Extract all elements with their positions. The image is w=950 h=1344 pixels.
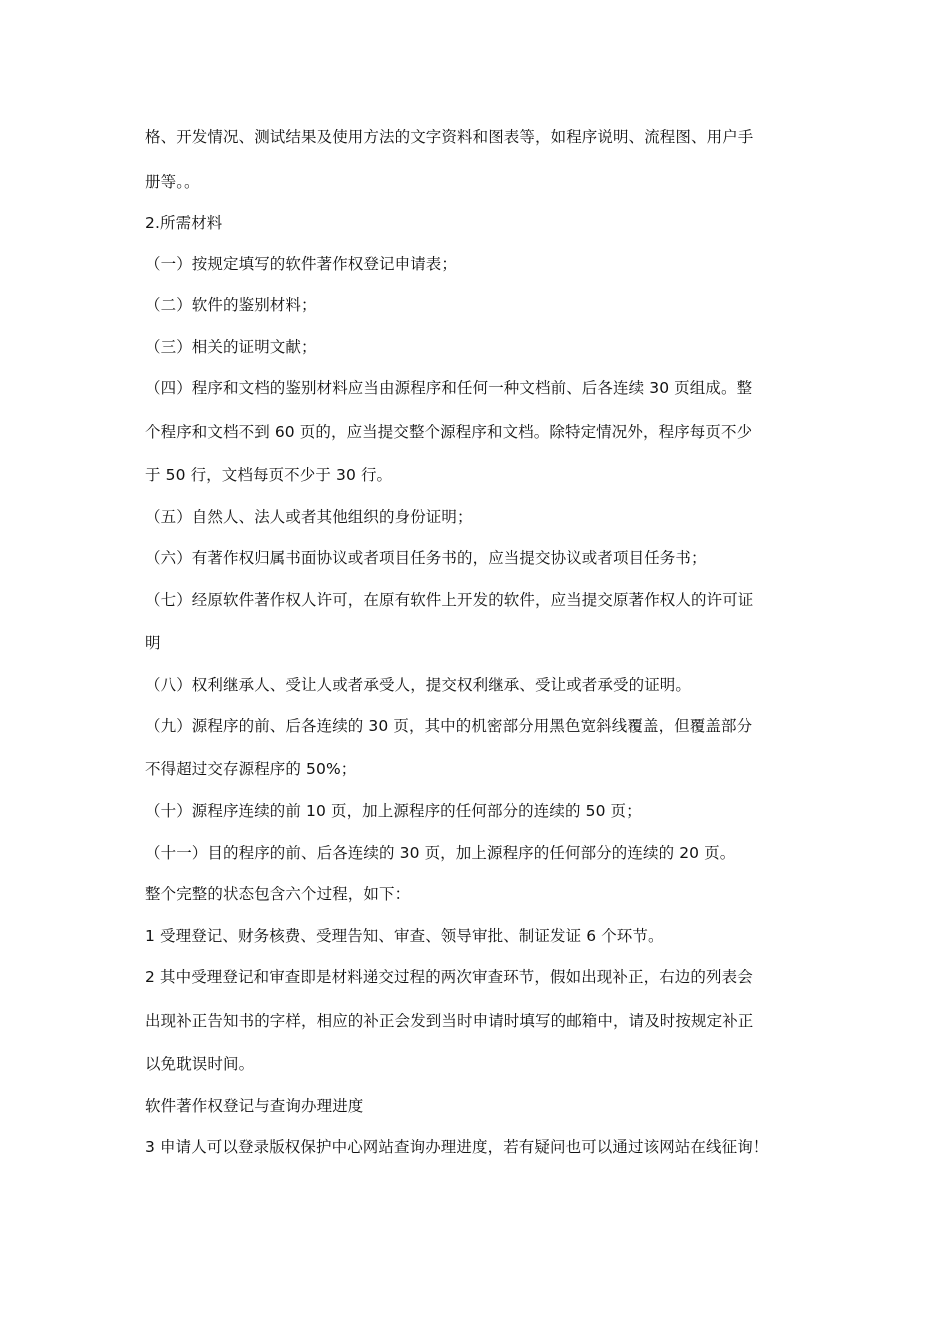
section-heading: 2.所需材料 [145,214,223,232]
text-line: 个程序和文档不到 60 页的，应当提交整个源程序和文档。除特定情况外，程序每页不少 [145,423,753,441]
list-item: （九）源程序的前、后各连续的 30 页，其中的机密部分用黑色宽斜线覆盖，但覆盖部分 [145,717,753,735]
list-item: （十）源程序连续的前 10 页，加上源程序的任何部分的连续的 50 页； [145,802,642,820]
list-item: （五）自然人、法人或者其他组织的身份证明； [145,508,473,526]
list-item: （三）相关的证明文献； [145,338,317,356]
list-item: （六）有著作权归属书面协议或者项目任务书的，应当提交协议或者项目任务书； [145,549,707,567]
text-line: 格、开发情况、测试结果及使用方法的文字资料和图表等，如程序说明、流程图、用户手 [145,128,754,146]
list-item: （八）权利继承人、受让人或者承受人，提交权利继承、受让或者承受的证明。 [145,676,692,694]
list-item: （四）程序和文档的鉴别材料应当由源程序和任何一种文档前、后各连续 30 页组成。整 [145,379,753,397]
list-item: （七）经原软件著作权人许可，在原有软件上开发的软件，应当提交原著作权人的许可证 [145,591,754,609]
text-line: 出现补正告知书的字样，相应的补正会发到当时申请时填写的邮箱中，请及时按规定补正 [145,1012,754,1030]
text-line: 整个完整的状态包含六个过程，如下： [145,885,411,903]
text-line: 2 其中受理登记和审查即是材料递交过程的两次审查环节，假如出现补正，右边的列表会 [145,968,753,986]
text-line: 于 50 行，文档每页不少于 30 行。 [145,466,393,484]
text-line: 不得超过交存源程序的 50%； [145,760,357,778]
text-line: 1 受理登记、财务核费、受理告知、审查、领导审批、制证发证 6 个环节。 [145,927,664,945]
text-line: 以免耽误时间。 [145,1055,255,1073]
text-line: 册等。。 [145,173,200,191]
list-item: （一）按规定填写的软件著作权登记申请表； [145,255,458,273]
list-item: （十一）目的程序的前、后各连续的 30 页，加上源程序的任何部分的连续的 20 页。 [145,844,736,862]
text-line: 明 [145,634,161,652]
text-line: 3 申请人可以登录版权保护中心网站查询办理进度，若有疑问也可以通过该网站在线征询！ [145,1138,769,1156]
list-item: （二）软件的鉴别材料； [145,296,317,314]
section-heading: 软件著作权登记与查询办理进度 [145,1097,364,1115]
